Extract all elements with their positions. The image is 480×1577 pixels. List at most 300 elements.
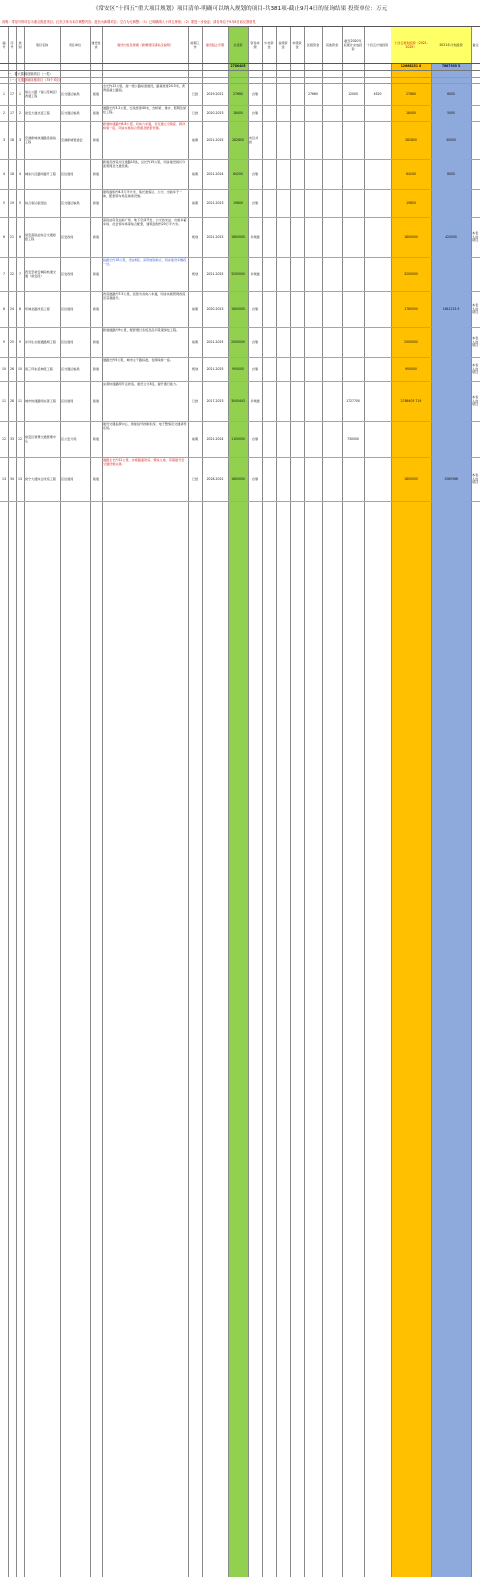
- table-row: [0, 292, 480, 328]
- row-central: [262, 106, 276, 121]
- table-row: [0, 218, 480, 258]
- row-other: [322, 328, 342, 357]
- row-completed: 730000: [347, 436, 359, 441]
- header-source: 资金来源: [250, 41, 260, 49]
- header-total: 总投资: [233, 43, 243, 47]
- header-desc: 建设内容及规模（新增项目请标注说明）: [117, 43, 173, 47]
- row-city: [290, 106, 304, 121]
- page-title: 《常安区“十四五”重大项目规划》项目清单-明确可以纳入规划的项目-共381项-截止9月4日的征询结果 投资单位：万元: [92, 6, 388, 12]
- row-provincial: [276, 84, 290, 105]
- row-period: 2020-2023: [206, 110, 224, 115]
- row-district: [304, 106, 322, 121]
- row-period: 2021-2025: [206, 339, 224, 344]
- table-row: [0, 122, 480, 160]
- row-fyp-investment: 1760000: [404, 306, 418, 311]
- row-completed: [342, 122, 364, 159]
- row-total: 900000: [232, 366, 244, 371]
- row-stage: 已批: [191, 110, 199, 115]
- row-kind: 续建: [92, 476, 100, 481]
- row-source: 自筹: [251, 110, 259, 115]
- header-remark: 备注: [472, 43, 479, 47]
- row-seq: 25: [10, 339, 14, 344]
- row-remark: [471, 258, 480, 291]
- row-period: 2021-2025: [206, 137, 224, 142]
- row-annual-investment: [431, 382, 471, 421]
- row-provincial: [276, 106, 290, 121]
- row-stage: 前期: [191, 306, 199, 311]
- row-kind: 新建: [92, 366, 100, 371]
- row-no: 2: [3, 110, 5, 115]
- row-central: [262, 328, 276, 357]
- row-fyp-investment: 900000: [405, 366, 417, 371]
- row-total: 27660: [233, 91, 243, 96]
- row-city: [290, 358, 304, 381]
- row-central: [262, 258, 276, 291]
- row-description: 建设交通指挥中心、智能信号控制系统、电子警察及交通诱导系统。: [103, 422, 187, 430]
- row-unit: 区发改局: [61, 234, 74, 239]
- row-no: 4: [3, 171, 5, 176]
- row-annual-investment: [431, 422, 471, 457]
- section-heading: （一）交通基础设施项目（75个项目）: [0, 77, 480, 84]
- row-source: 多渠道: [250, 398, 260, 403]
- row-other: [322, 358, 342, 381]
- row-plan: [364, 106, 391, 121]
- row-city: [290, 160, 304, 189]
- row-unit: 区住建局: [61, 339, 74, 344]
- row-district: [304, 160, 322, 189]
- row-fyp-investment: 3200000: [404, 271, 418, 276]
- row-unit: 区交通运输局: [61, 200, 80, 205]
- row-plan: [364, 328, 391, 357]
- header-name: 项目名称: [35, 43, 49, 47]
- table-row: [0, 160, 480, 190]
- row-no: 12: [2, 436, 6, 441]
- row-unit: 空港新城管委会: [61, 137, 83, 142]
- row-kind: 新建: [92, 306, 100, 311]
- row-provincial: [276, 422, 290, 457]
- row-no: 3: [3, 137, 5, 142]
- row-total: 18400: [233, 110, 243, 115]
- row-other: [322, 458, 342, 501]
- row-remark: [471, 160, 480, 189]
- row-plan: [364, 258, 391, 291]
- row-period: 2020-2023: [206, 306, 224, 311]
- row-completed: 12000: [348, 91, 358, 96]
- row-description: 线路长约18公里，设站6座，采用地铁制式，同步建设车辆段一处。: [103, 258, 187, 266]
- row-plan: [364, 218, 391, 257]
- row-project-name: 常宁大道综合改造工程: [25, 476, 56, 481]
- row-completed: [342, 328, 364, 357]
- table-row: [0, 190, 480, 218]
- row-district: [304, 218, 322, 257]
- row-provincial: [276, 458, 290, 501]
- row-source: 自筹: [251, 436, 259, 441]
- row-description: 新建及改造片区道路10条，总长约15公里，同步建设雨污分流管网及交通设施。: [103, 160, 186, 168]
- row-city: [290, 422, 304, 457]
- row-source: 自筹: [251, 306, 259, 311]
- row-total: 1800000: [231, 476, 245, 481]
- row-fyp-investment: 1800000: [404, 234, 418, 239]
- header-no: 编号: [2, 41, 6, 49]
- row-seq: 33: [10, 436, 14, 441]
- row-plan: 4320: [373, 91, 382, 96]
- row-project-name: 环城北路改造工程: [25, 306, 50, 311]
- row-category: 8: [19, 306, 21, 311]
- row-no: 5: [3, 200, 5, 205]
- row-central: [262, 292, 276, 327]
- row-description: 建筑面积约4.5万平方米，集长途客运、公交、出租车于一体，配套停车场及换乘设施。: [103, 190, 183, 198]
- row-stage: 已批: [191, 476, 199, 481]
- row-remark: 本表入选项目: [472, 231, 479, 243]
- row-completed: [342, 292, 364, 327]
- row-seq: 24: [10, 306, 14, 311]
- row-annual-investment: 30000: [446, 137, 456, 142]
- header-completed: 截至2020年底累计完成投资: [343, 39, 363, 51]
- row-unit: 区发改局: [61, 271, 74, 276]
- row-annual-investment: [431, 328, 471, 357]
- row-description: 全长约12公里，按一级公路标准建设，路基宽度24.5米，沥青混凝土路面。: [103, 84, 185, 92]
- row-annual-investment: [431, 190, 471, 217]
- row-project-name: 沣河生态廊道路网工程: [25, 339, 56, 344]
- row-stage: 规划: [191, 271, 199, 276]
- row-source: 自筹: [251, 339, 259, 344]
- row-plan: [364, 160, 391, 189]
- row-project-name: 西安至常安城际轨道交通（常安段）: [25, 269, 56, 278]
- row-district: 27660: [308, 91, 318, 96]
- row-district: [304, 422, 322, 457]
- row-kind: 新建: [92, 171, 100, 176]
- row-central: [262, 160, 276, 189]
- row-stage: 前期: [191, 137, 199, 142]
- header-kind: 建设性质: [91, 41, 101, 49]
- row-remark: 本表入选项目: [472, 363, 479, 375]
- row-no: 13: [2, 476, 6, 481]
- row-kind: 续建: [92, 110, 100, 115]
- row-annual-investment: 5000: [447, 110, 455, 115]
- row-total: 1600000: [231, 306, 245, 311]
- row-central: [262, 190, 276, 217]
- row-city: [290, 190, 304, 217]
- row-project-name: 常安大道北延工程: [25, 110, 50, 115]
- row-kind: 新建: [92, 271, 100, 276]
- row-category: 13: [18, 476, 22, 481]
- row-other: [322, 382, 342, 421]
- header-period: 建设起止年限: [205, 43, 225, 47]
- row-period: 2017-2023: [206, 398, 224, 403]
- row-central: [262, 84, 276, 105]
- row-district: [304, 292, 322, 327]
- row-completed: [342, 106, 364, 121]
- header-other: 其他资金: [325, 43, 339, 47]
- row-kind: 新建: [92, 234, 100, 239]
- spreadsheet: [0, 26, 480, 1577]
- row-unit: 区住建局: [61, 171, 74, 176]
- row-category: 3: [19, 137, 21, 142]
- row-description: 高铁站房及站前广场、地下空间开发、公交首末站、出租车蓄车场、社会停车场等综合配套，建筑面积约20万平方米。: [103, 218, 187, 226]
- row-no: 10: [2, 366, 6, 371]
- row-plan: [364, 190, 391, 217]
- row-remark: [471, 422, 480, 457]
- row-kind: 新建: [92, 339, 100, 344]
- totals-annual: 7687935 5: [441, 63, 461, 68]
- row-fyp-investment: 64200: [406, 171, 416, 176]
- row-no: 9: [3, 339, 5, 344]
- table-body: [0, 84, 480, 502]
- totals-fyp: 12668251 8: [400, 63, 422, 68]
- row-provincial: [276, 292, 290, 327]
- row-seq: 17: [10, 91, 14, 96]
- row-plan: [364, 122, 391, 159]
- row-description: 道路全长约12公里，实施路面改造、管线入地、景观提升及交通设施完善。: [103, 458, 185, 466]
- row-completed: [342, 258, 364, 291]
- table-row: [0, 328, 480, 358]
- row-no: 6: [3, 234, 5, 239]
- row-unit: 区住建局: [61, 398, 74, 403]
- row-fyp-investment: 18400: [406, 110, 416, 115]
- row-fyp-investment: 27660: [406, 91, 416, 96]
- row-city: [290, 122, 304, 159]
- row-seq: 28: [10, 398, 14, 403]
- header-central: 中央资金: [264, 41, 274, 49]
- row-completed: [342, 358, 364, 381]
- row-provincial: [276, 122, 290, 159]
- row-stage: 前期: [191, 171, 199, 176]
- row-fyp-investment: 1800000: [404, 476, 418, 481]
- row-seq: 34: [10, 476, 14, 481]
- row-stage: 前期: [191, 200, 199, 205]
- row-seq: 22: [10, 271, 14, 276]
- row-other: [322, 218, 342, 257]
- row-total: 3045443: [231, 398, 245, 403]
- row-seq: 26: [10, 366, 14, 371]
- row-no: 8: [3, 306, 5, 311]
- row-provincial: [276, 382, 290, 421]
- header-unit: 责任单位: [68, 43, 82, 47]
- row-description: 道路长约3.2公里，红线宽度40米，含桥梁、排水、照明及绿化工程。: [103, 106, 187, 114]
- row-total: 2000000: [231, 339, 245, 344]
- row-plan: [364, 458, 391, 501]
- row-period: 2021-2023: [206, 200, 224, 205]
- row-other: [322, 258, 342, 291]
- row-district: [304, 328, 322, 357]
- row-source: 市区共担: [249, 135, 259, 144]
- row-total: 1100000: [231, 436, 245, 441]
- header-fyp-investment: 十四五规划投资（2021-2025）: [391, 27, 431, 63]
- row-category: 2: [19, 110, 21, 115]
- row-seq: 17: [10, 110, 14, 115]
- row-city: [290, 458, 304, 501]
- row-category: 6: [19, 234, 21, 239]
- row-plan: [364, 358, 391, 381]
- row-provincial: [276, 358, 290, 381]
- row-period: 2018-2022: [206, 476, 224, 481]
- table-row: [0, 84, 480, 106]
- row-provincial: [276, 160, 290, 189]
- row-no: 7: [3, 271, 5, 276]
- header-provincial: 省级资金: [278, 41, 288, 49]
- row-provincial: [276, 190, 290, 217]
- row-category: 11: [18, 398, 22, 403]
- row-district: [304, 458, 322, 501]
- row-completed: [342, 160, 364, 189]
- row-other: [322, 122, 342, 159]
- row-fyp-investment: 2786405 719: [400, 398, 422, 403]
- totals-total: 2786405: [230, 63, 246, 68]
- header-stage: 前期工作: [190, 41, 200, 49]
- row-city: [290, 84, 304, 105]
- row-annual-investment: [431, 258, 471, 291]
- row-remark: 本表入选项目: [472, 473, 479, 485]
- row-plan: [364, 292, 391, 327]
- row-source: 多渠道: [250, 234, 260, 239]
- row-other: [322, 292, 342, 327]
- instruction-note: 说明：带星号的项目为重点推进项目；红色字体为本次调整内容；蓝色为新增项目；空白为无调整；（1）已明确纳入十四五规划；（2）需进一步论证；请各单位于9月8日前反馈意见: [2, 20, 256, 24]
- row-period: 2021-2024: [206, 171, 224, 176]
- row-other: [322, 190, 342, 217]
- row-other: [322, 422, 342, 457]
- row-no: 1: [3, 91, 5, 96]
- row-category: 9: [19, 339, 21, 344]
- row-period: 2021-2025: [206, 366, 224, 371]
- row-city: [290, 382, 304, 421]
- row-source: 自筹: [251, 476, 259, 481]
- row-stage: 前期: [191, 436, 199, 441]
- row-category: 5: [19, 200, 21, 205]
- row-unit: 区住建局: [61, 306, 74, 311]
- row-completed: 1727700: [346, 398, 360, 403]
- row-annual-investment: 420000: [445, 234, 457, 239]
- row-total: 64200: [233, 171, 243, 176]
- row-description: 完善快速路网节点改造，建设立交3座，提升通行能力。: [103, 382, 180, 386]
- row-total: 3200000: [231, 271, 245, 276]
- row-central: [262, 358, 276, 381]
- row-seq: 21: [10, 234, 14, 239]
- row-plan: [364, 382, 391, 421]
- row-project-name: 常安区智慧交通管理中心: [25, 434, 56, 443]
- table-row: [0, 422, 480, 458]
- row-project-name: 城市快速路网完善工程: [25, 398, 56, 403]
- table-row: [0, 382, 480, 422]
- row-district: [304, 258, 322, 291]
- row-annual-investment: [431, 358, 471, 381]
- row-project-name: 城东片区路网提升工程: [25, 171, 56, 176]
- row-unit: 区公安分局: [61, 436, 77, 441]
- row-project-name: 常安高铁站综合交通枢纽工程: [25, 232, 56, 241]
- row-annual-investment: 8000: [447, 171, 455, 176]
- table-row: [0, 258, 480, 292]
- row-stage: 规划: [191, 234, 199, 239]
- row-description: 道路长约5公里，城市主干路标准，含跨线桥一座。: [103, 358, 174, 362]
- row-kind: 新建: [92, 200, 100, 205]
- row-period: 2019-2022: [206, 91, 224, 96]
- row-annual-investment: 6000: [447, 91, 455, 96]
- row-other: [322, 84, 342, 105]
- table-row: [0, 358, 480, 382]
- row-kind: 新建: [92, 436, 100, 441]
- row-total: 282800: [232, 137, 244, 142]
- header-city: 市级资金: [292, 41, 302, 49]
- row-completed: [342, 190, 364, 217]
- row-description: 改造道路约7.5公里，拓宽为双向八车道，同步实施管网改造及景观提升。: [103, 292, 186, 300]
- row-unit: 区住建局: [61, 476, 74, 481]
- row-project-name: 南三环东延伸段工程: [25, 366, 53, 371]
- row-source: 自筹: [251, 91, 259, 96]
- row-annual-investment: 1569366: [444, 476, 458, 481]
- row-source: 自筹: [251, 366, 259, 371]
- row-city: [290, 218, 304, 257]
- row-other: [322, 160, 342, 189]
- row-completed: [342, 218, 364, 257]
- row-city: [290, 328, 304, 357]
- row-central: [262, 422, 276, 457]
- row-remark: [471, 84, 480, 105]
- header-cat: 类别: [18, 41, 22, 49]
- header-plan: 十四五计划投资: [366, 43, 389, 47]
- row-other: [322, 106, 342, 121]
- row-remark: 本表入选项目: [472, 336, 479, 348]
- row-remark: [471, 122, 480, 159]
- row-unit: 区交通运输局: [61, 366, 80, 371]
- row-category: 4: [19, 171, 21, 176]
- row-fyp-investment: [391, 422, 431, 457]
- row-seq: 18: [10, 171, 14, 176]
- row-central: [262, 122, 276, 159]
- row-remark: [471, 106, 480, 121]
- row-fyp-investment: 282800: [405, 137, 417, 142]
- header-seq: 序号: [10, 41, 14, 49]
- row-seq: 19: [10, 200, 14, 205]
- row-stage: 已批: [191, 398, 199, 403]
- table-header: [0, 27, 480, 64]
- row-central: [262, 382, 276, 421]
- row-source: 自筹: [251, 171, 259, 176]
- row-project-name: 综合客运枢纽站: [25, 200, 47, 205]
- row-remark: [471, 190, 480, 217]
- row-central: [262, 458, 276, 501]
- row-category: 1: [19, 91, 21, 96]
- row-no: 11: [2, 398, 6, 403]
- row-project-name: 空港新城快速路连接线工程: [25, 135, 56, 144]
- row-district: [304, 122, 322, 159]
- row-district: [304, 190, 322, 217]
- row-unit: 区交通运输局: [61, 110, 80, 115]
- row-period: 2021-2025: [206, 234, 224, 239]
- row-period: 2021-2024: [206, 436, 224, 441]
- row-unit: 区交通运输局: [61, 91, 80, 96]
- totals-row: [0, 63, 480, 71]
- row-seq: 18: [10, 137, 14, 142]
- row-remark: 本表入选项目: [472, 303, 479, 315]
- row-category: 12: [18, 436, 22, 441]
- row-completed: [342, 458, 364, 501]
- row-category: 10: [18, 366, 22, 371]
- table-row: [0, 106, 480, 122]
- row-district: [304, 358, 322, 381]
- row-period: 2021-2025: [206, 271, 224, 276]
- row-provincial: [276, 258, 290, 291]
- section-heading: 一、重大基础设施项目（一类）: [0, 71, 480, 78]
- row-total: 19800: [233, 200, 243, 205]
- row-provincial: [276, 218, 290, 257]
- header-annual-investment: 2021年计划投资: [431, 27, 471, 63]
- row-stage: 已批: [191, 91, 199, 96]
- row-district: [304, 382, 322, 421]
- row-kind: 续建: [92, 398, 100, 403]
- row-source: 多渠道: [250, 271, 260, 276]
- row-stage: 规划: [191, 366, 199, 371]
- row-kind: 新建: [92, 137, 100, 142]
- row-description: 新建快速路约6.8公里，双向六车道，含互通立交两座、跨河桥梁一座，同步实施综合管廊及配套设施。: [103, 122, 186, 130]
